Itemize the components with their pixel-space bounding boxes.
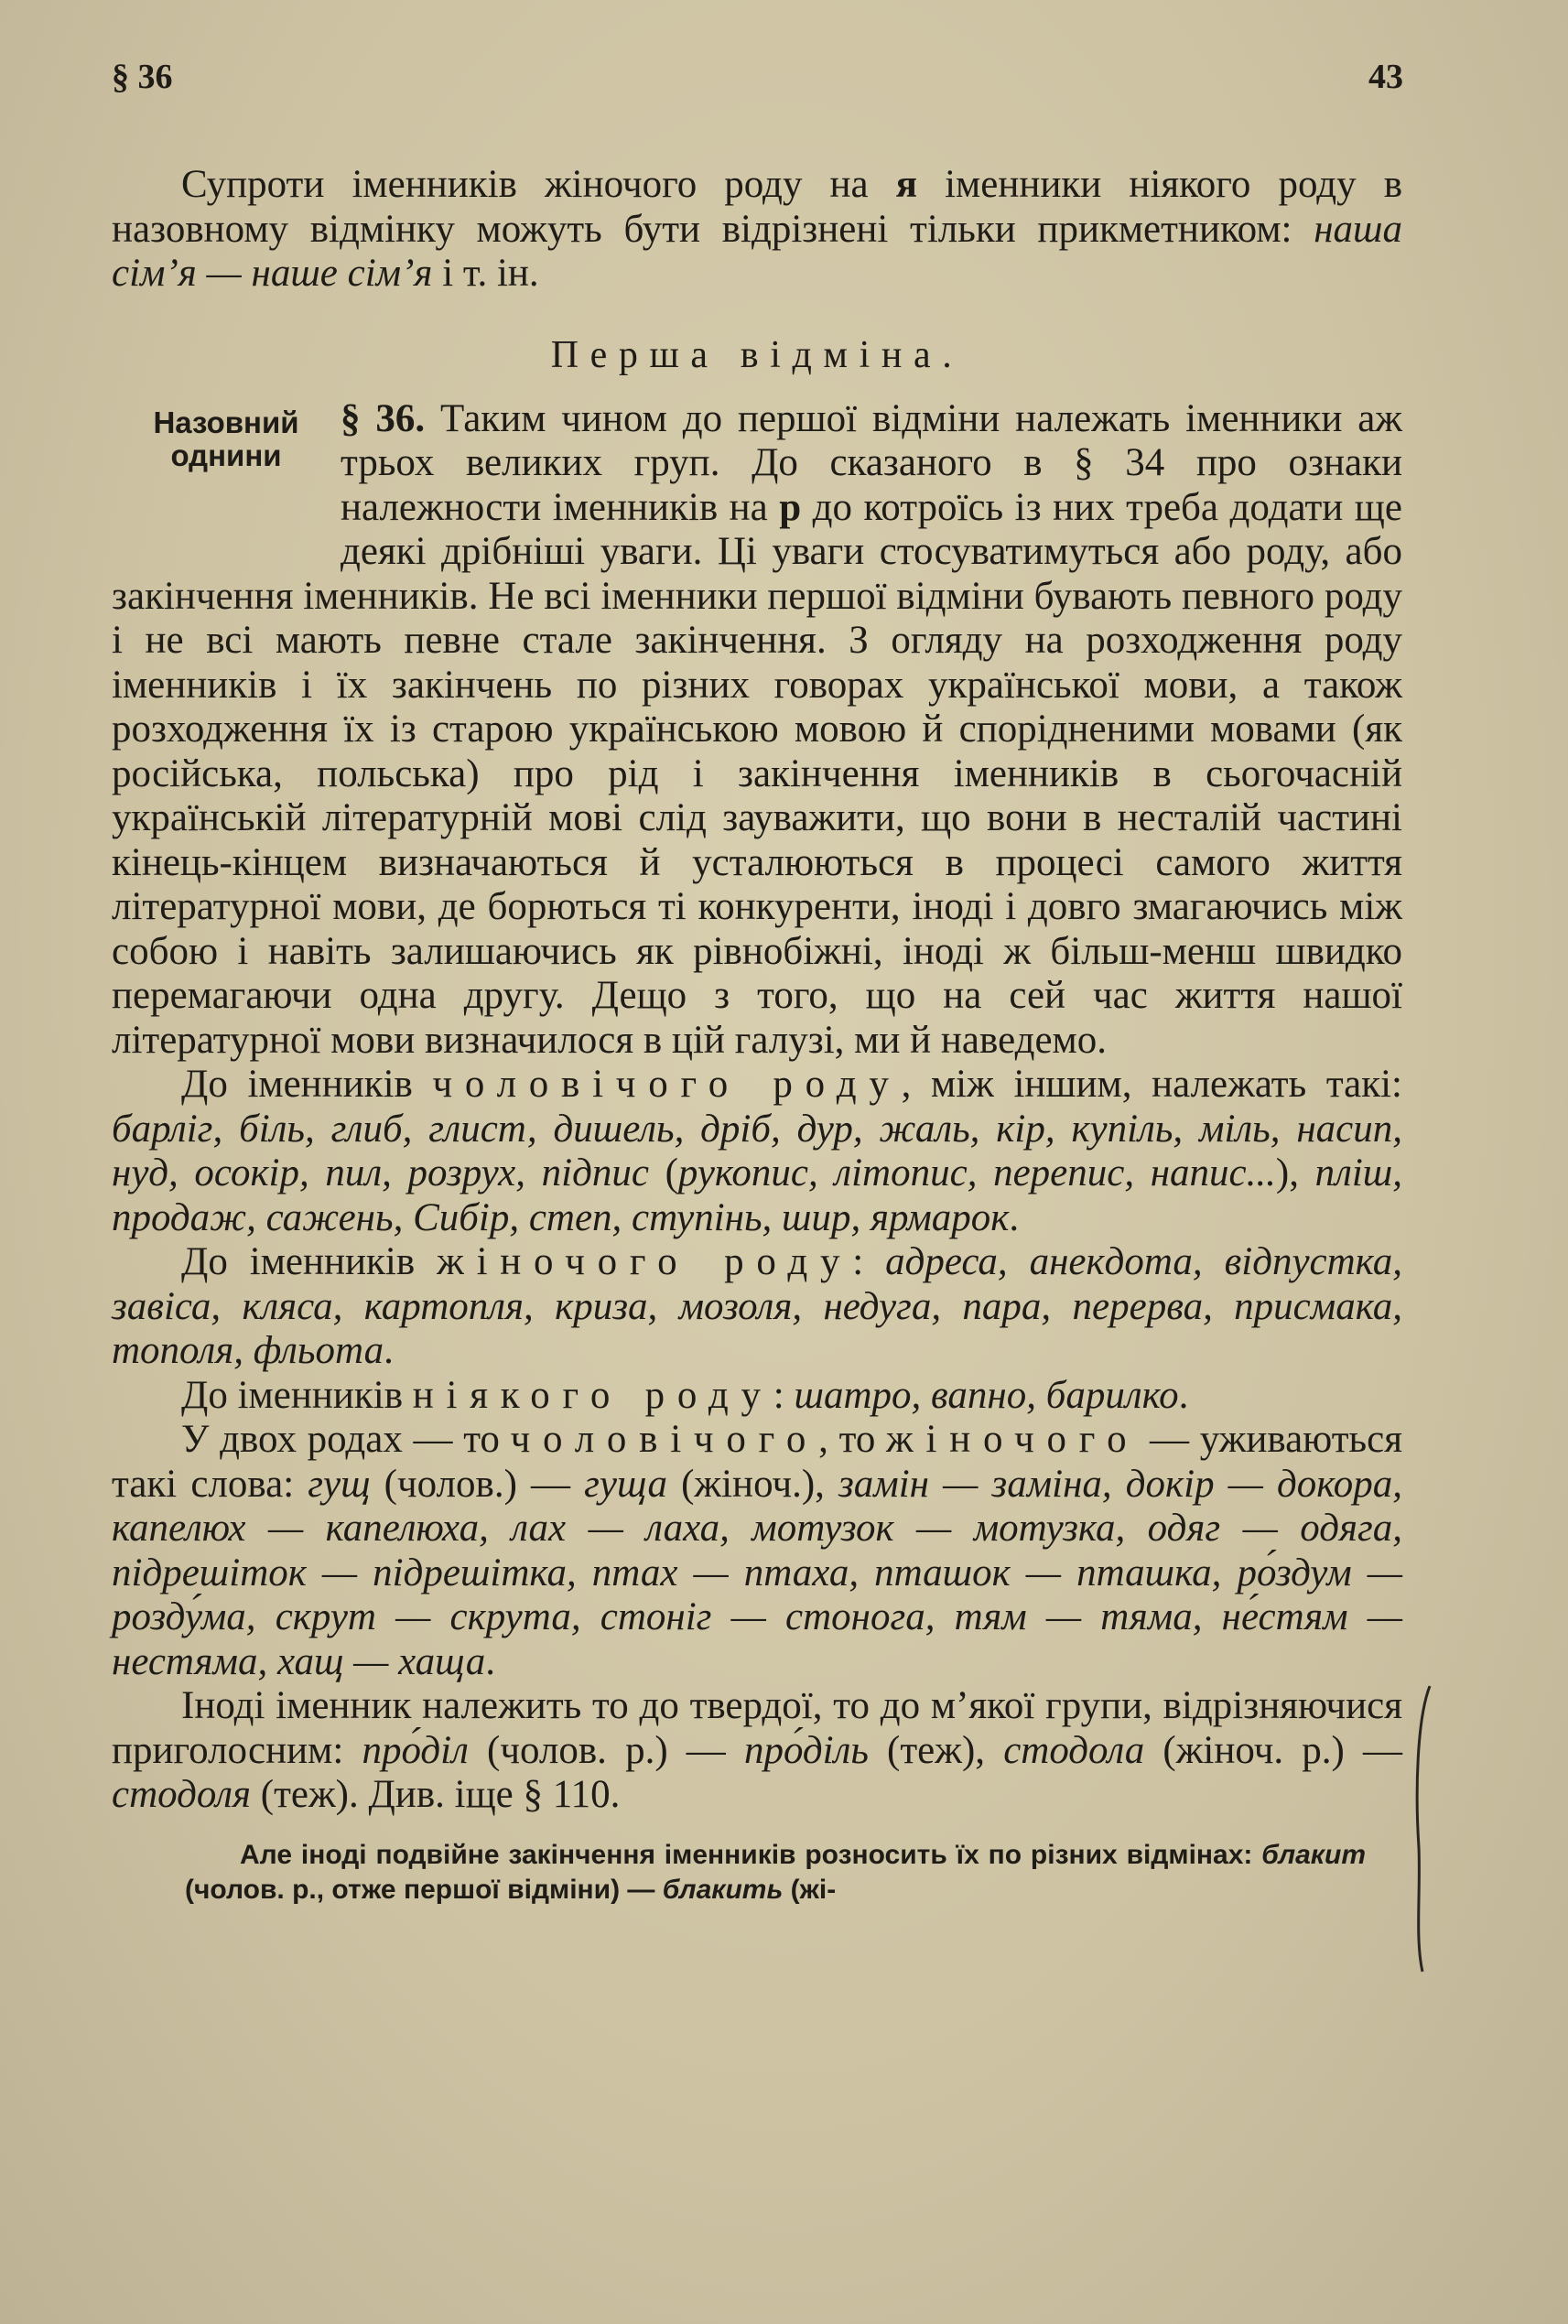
section-marker: § 36 (112, 58, 173, 96)
two-spaced-1: чоловічого (510, 1418, 819, 1461)
masc-paren-open: ( (648, 1151, 678, 1194)
two-end: . (485, 1639, 495, 1683)
neut-words: шатро, вапно, барилко (794, 1373, 1179, 1417)
fem-spaced: жіночого роду (437, 1240, 853, 1283)
two-after: — уживаються такі слова: (112, 1418, 1402, 1506)
two-genders-paragraph (112, 1418, 1402, 1684)
masc-words: барліг, біль, глиб, глист, дишель, дріб, дур, жаль, кір, купіль, міль, насип, нуд, осокір, пил, розрух, підпис (112, 1107, 1402, 1194)
fem-lead: До іменників (181, 1240, 438, 1283)
hard-soft-paragraph (112, 1684, 1402, 1818)
hs-e: (теж). Див. іще § 110. (251, 1773, 621, 1816)
neut-end: . (1178, 1373, 1189, 1417)
hs-word-1: про́діл (362, 1728, 469, 1772)
footnote-c: (жі- (783, 1874, 837, 1905)
paragraph-36-text-a: Таким чином до першої відміни належать іменники аж трьох великих груп. До сказаного в § 34 про ознаки належности іменників на (341, 396, 1403, 529)
hs-b: (чолов. р.) — (468, 1728, 744, 1772)
footnote (112, 1838, 1402, 1908)
margin-note: Назовний однини (153, 405, 299, 472)
footnote-b: (чолов. р., отже першої відміни) — (185, 1874, 663, 1905)
neuter-paragraph (112, 1374, 1402, 1419)
hs-c: (теж), (868, 1728, 1004, 1772)
masc-spaced: чоловічого роду (432, 1063, 902, 1106)
running-head (112, 57, 1403, 108)
neut-spaced: ніякого роду (412, 1373, 773, 1417)
two-words: замін — заміна, докір — докора, капелюх — капелюха, лах — лаха, мотузок — мотузка, одяг — одяга, підрешіток — підрешітка, птах — птаха, пташок — пташка, ро́здум — розду́ма, скрут — скрута, стоніг — стонога, тям — тяма, не́стям — нестяма, хащ — хаща (112, 1462, 1402, 1683)
fem-words: адреса, анекдота, відпустка, завіса, кляса, картопля, криза, мозоля, недуга, пара, перерва, присмака, тополя, фльота (112, 1240, 1402, 1372)
hs-d: (жіноч. р.) — (1144, 1728, 1402, 1772)
two-word-2: гуща (584, 1462, 667, 1506)
intro-text-b: іменники ніякого роду в назовному відмінку можуть бути відрізнені тільки прикметником: (112, 163, 1403, 251)
two-word-1: гущ (308, 1462, 371, 1506)
two-lead: У двох родах — то (181, 1418, 511, 1461)
two-paren-2: (жіноч.), (666, 1462, 838, 1506)
intro-paragraph (112, 163, 1402, 297)
hs-word-2: про́діль (743, 1728, 869, 1772)
paragraph-36 (112, 397, 1402, 1064)
neut-colon: : (773, 1373, 795, 1417)
fem-end: . (384, 1329, 394, 1372)
hs-word-4: стодоля (112, 1773, 251, 1816)
intro-letter: я (895, 163, 917, 206)
page-number: 43 (1368, 58, 1403, 96)
intro-text-c: і т. ін. (432, 252, 539, 295)
section-heading: Перша відміна. (550, 333, 964, 376)
hs-word-3: стодола (1003, 1728, 1145, 1772)
pen-bracket-mark (1410, 1682, 1437, 1975)
feminine-paragraph (112, 1240, 1402, 1374)
masc-paren-words: рукопис, літопис, перепис, напис... (677, 1151, 1276, 1194)
masc-words-2: пліш, продаж, сажень, Сибір, степ, ступінь, шир, ярмарок (112, 1151, 1402, 1239)
masc-paren-close: ), (1275, 1151, 1315, 1194)
footnote-word-2: блакить (662, 1874, 784, 1905)
two-mid: , то (818, 1418, 887, 1461)
fem-colon: : (852, 1240, 886, 1283)
page-body (112, 163, 1402, 1908)
footnote-text (185, 1838, 1366, 1908)
paragraph-number: § 36. (341, 396, 426, 440)
masc-mid: , між іншим, належать такі: (901, 1063, 1403, 1106)
masc-end: . (1009, 1195, 1020, 1239)
two-spaced-2: жіночого (886, 1418, 1140, 1461)
masculine-paragraph (112, 1063, 1402, 1240)
paragraph-36-letter: р (779, 485, 802, 529)
intro-example: наша сім’я — наше сім’я (112, 207, 1402, 295)
footnote-word-1: блакит (1261, 1839, 1366, 1870)
footnote-a: Але іноді подвійне закінчення іменників розносить їх по різних відмінах: (240, 1839, 1262, 1870)
neut-lead: До іменників (181, 1373, 413, 1417)
hs-a: Іноді іменник належить то до твердої, то до м’якої групи, відрізняючися приголосним: (112, 1684, 1402, 1772)
intro-text-a: Супроти іменників жіночого роду на (181, 163, 896, 206)
paragraph-36-text-b: до котроїсь із них треба додати ще деякі дрібніші уваги. Ці уваги стосуватимуться або роду, або закінчення іменників. Не всі іменники першої відміни бувають певного роду і не всі мають певне стале закінчення. З огляду на розходження роду іменників і їх закінчень по різних говорах української мови, а також розходження їх із старою українською мовою й спорідненими мовами (як російська, польська) про рід і закінчення іменників в сьогочасній українській літературній мові слід зауважити, що вони в несталій частині кінець-кінцем визначаються й усталюються в процесі самого життя літературної мови, де борються ті конкуренти, іноді і довго змагаючись між собою і навіть залишаючись як рівнобіжні, іноді ж більш-менш швидко перемагаючи одна другу. Дещо з того, що на сей час життя нашої літературної мови визначилося в цій галузі, ми й наведемо. (112, 485, 1403, 1062)
masc-lead: До іменників (181, 1063, 433, 1106)
two-paren-1: (чолов.) — (370, 1462, 585, 1506)
